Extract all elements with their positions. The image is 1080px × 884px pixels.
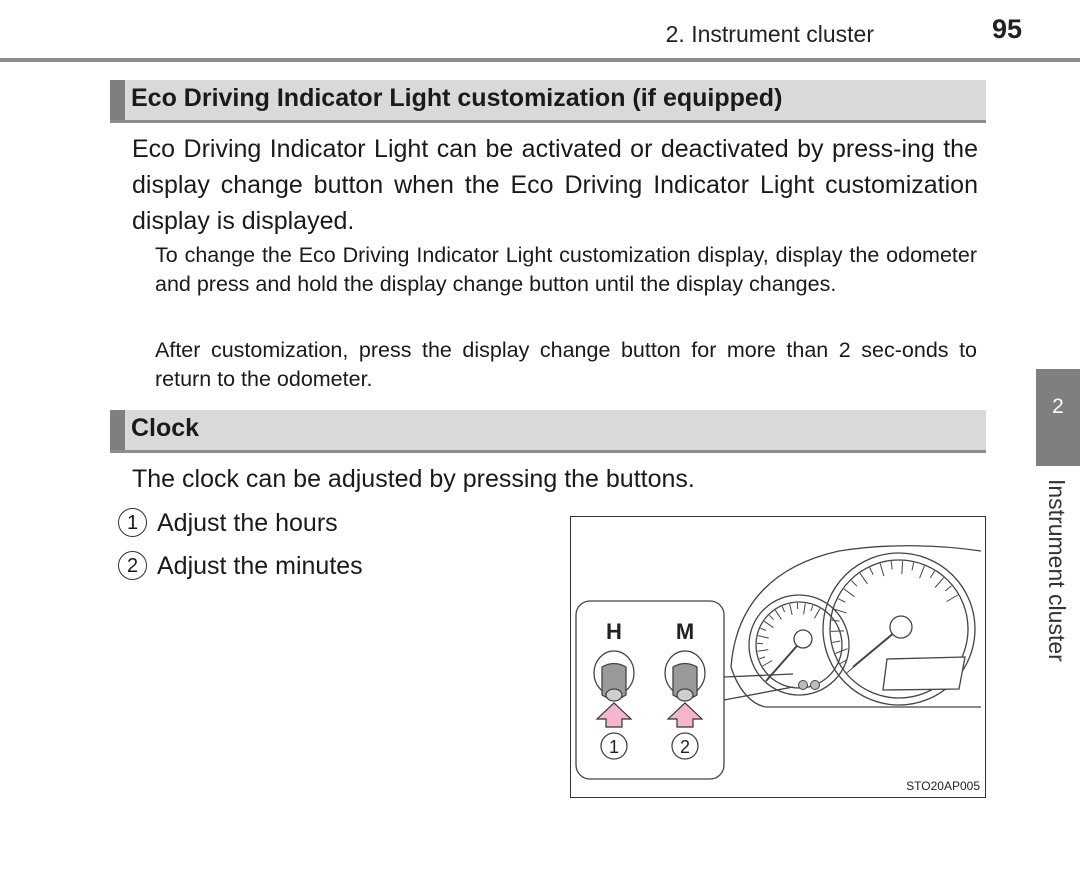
gauge-tick (891, 561, 892, 569)
section-marker (110, 80, 125, 120)
list-item (118, 551, 363, 581)
section-marker (110, 410, 125, 450)
chapter-tab-label: Instrument cluster (1044, 479, 1070, 662)
section-heading-clock (110, 410, 986, 453)
item-number-circle: 2 (118, 551, 147, 580)
gauge-tick (947, 595, 958, 602)
gauge-tick (945, 586, 951, 591)
hour-button-label: H (606, 619, 622, 644)
gauge-tick (847, 664, 857, 672)
note-paragraph: To change the Eco Driving Indicator Light customization display, display the odometer and press and hold the display change button until the display changes. (155, 243, 977, 296)
gauge-tick (790, 604, 792, 615)
gauge-tick (775, 610, 781, 619)
gauge-tick (832, 620, 840, 621)
body-paragraph-clock: The clock can be adjusted by pressing the buttons. (132, 465, 695, 493)
gauge-tick (761, 628, 766, 630)
section-title: Eco Driving Indicator Light customization (if equipped) (131, 84, 783, 112)
item-label: Adjust the minutes (157, 552, 363, 580)
item-label: Adjust the hours (157, 509, 338, 537)
gauge-tick (860, 573, 867, 584)
page-number: 95 (991, 14, 1022, 44)
minute-button-label: M (675, 619, 695, 644)
gauge-tick (870, 568, 873, 575)
gauge-tick (838, 599, 845, 603)
header-rule (0, 58, 1080, 62)
gauge-tick (912, 563, 914, 571)
gauge-tick (920, 566, 925, 578)
cluster-button-1 (799, 681, 808, 690)
gauge-tick (815, 609, 821, 619)
gauge-tick (759, 657, 765, 659)
section-heading-eco-driving (110, 80, 986, 123)
gauge-tick (758, 636, 769, 638)
body-paragraph-eco-driving: Eco Driving Indicator Light can be activated or deactivated by press-ing the display change button when the Eco Driving Indicator Light customization display is displayed. (132, 135, 978, 235)
figure-code: STO20AP005 (906, 779, 980, 793)
section-title: Clock (131, 414, 200, 442)
gauge-tick (764, 621, 773, 627)
gauge-tick (811, 605, 813, 611)
gauge-tick (844, 589, 855, 597)
clock-buttons-illustration (570, 516, 986, 798)
gauge-tick (757, 650, 768, 652)
gauge-tick (935, 578, 944, 588)
item-number-circle: 1 (118, 508, 147, 537)
gauge-tick (880, 564, 884, 576)
gauge-tick (769, 615, 773, 619)
callout-number: 1 (608, 737, 620, 757)
callout-number: 2 (679, 737, 691, 757)
gauge-tick (902, 561, 903, 574)
instrument-cluster-drawing (571, 517, 987, 799)
chapter-tab-number: 2 (1052, 395, 1064, 418)
note-paragraph: After customization, press the display change button for more than 2 sec-onds to return to the odometer. (155, 338, 977, 391)
list-item (118, 508, 338, 538)
gauge-tick (782, 607, 784, 612)
cluster-button-2 (811, 681, 820, 690)
gauge-tick (930, 571, 934, 578)
header-section-title: 2. Instrument cluster (665, 21, 874, 47)
gauge-tick (763, 661, 773, 667)
gauge-tick (804, 603, 806, 614)
chapter-tab (1036, 369, 1080, 466)
gauge-tick (851, 580, 857, 586)
gauge-tick (832, 641, 840, 643)
